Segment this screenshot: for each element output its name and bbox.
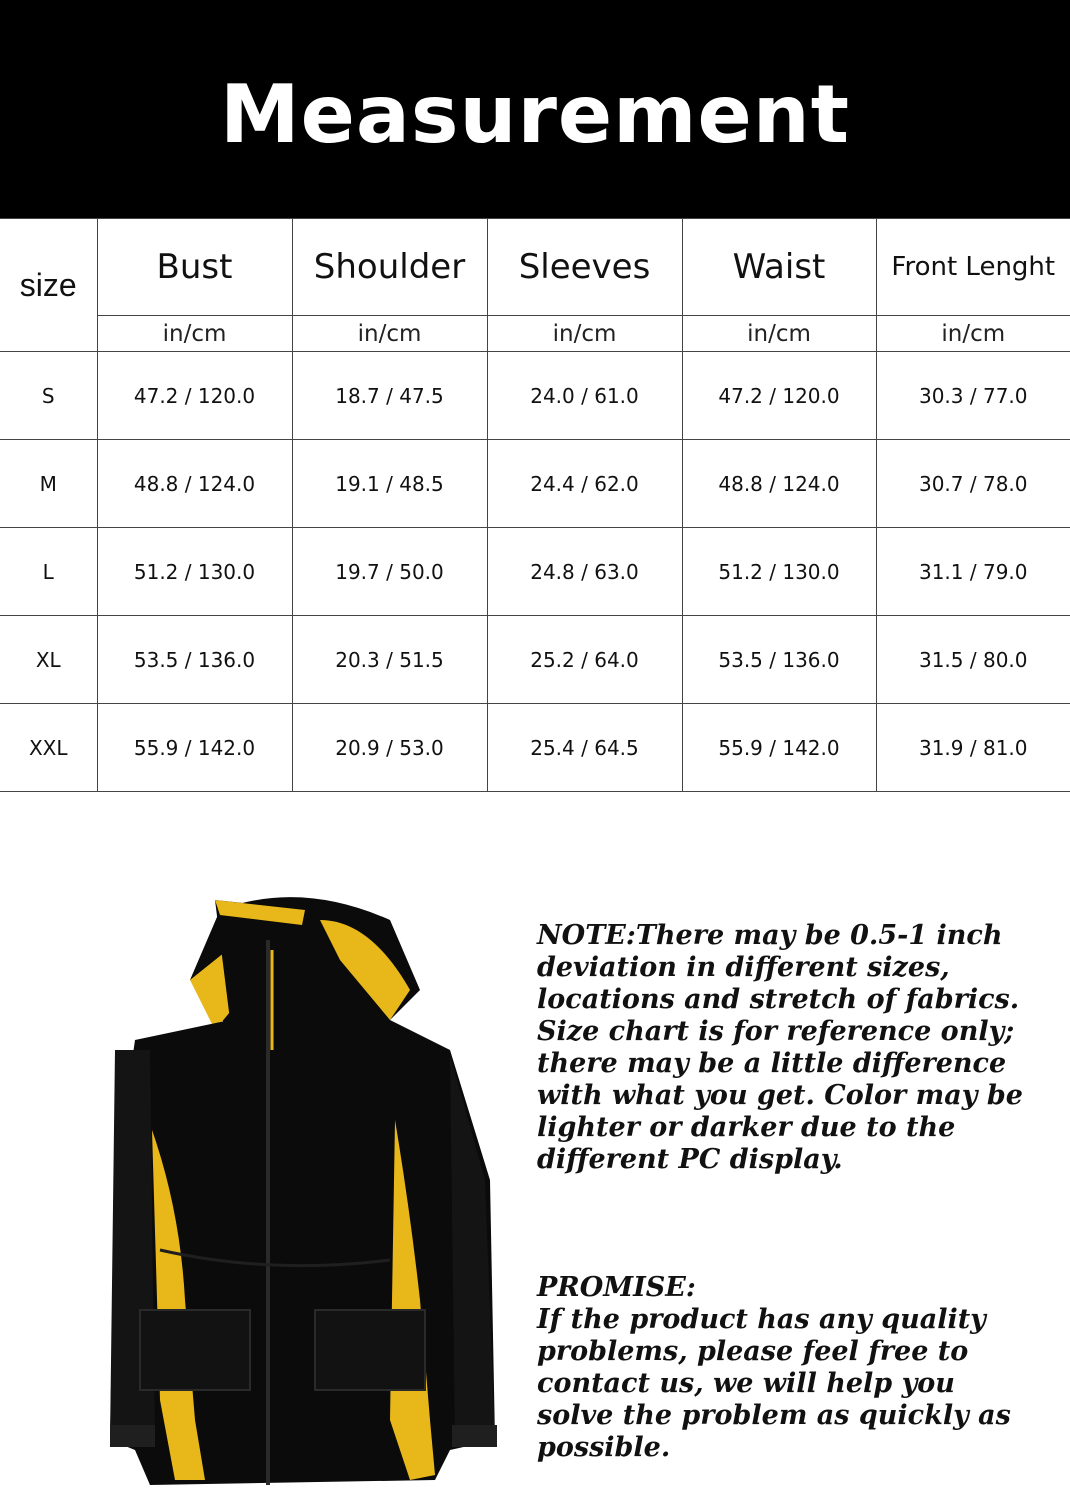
table-row — [0, 616, 1070, 704]
right-cuff — [452, 1425, 497, 1447]
column-header-front-length: Front Lenght — [876, 219, 1070, 316]
bust-cell: 55.9 / 142.0 — [97, 704, 292, 792]
table-row — [0, 440, 1070, 528]
column-header-sleeves: Sleeves — [487, 219, 682, 316]
unit-label: in/cm — [97, 316, 292, 352]
shoulder-cell: 19.7 / 50.0 — [292, 528, 487, 616]
waist-cell: 53.5 / 136.0 — [682, 616, 876, 704]
size-column-header: size — [0, 219, 97, 352]
column-header-bust: Bust — [97, 219, 292, 316]
waist-cell: 48.8 / 124.0 — [682, 440, 876, 528]
table-row — [0, 352, 1070, 440]
unit-label: in/cm — [682, 316, 876, 352]
waist-cell: 47.2 / 120.0 — [682, 352, 876, 440]
sleeves-cell: 24.4 / 62.0 — [487, 440, 682, 528]
front-length-cell: 30.7 / 78.0 — [876, 440, 1070, 528]
header-banner — [0, 0, 1070, 218]
unit-label: in/cm — [876, 316, 1070, 352]
bust-cell: 47.2 / 120.0 — [97, 352, 292, 440]
sleeves-cell: 25.4 / 64.5 — [487, 704, 682, 792]
shoulder-cell: 20.3 / 51.5 — [292, 616, 487, 704]
right-pocket — [315, 1310, 425, 1390]
bust-cell: 48.8 / 124.0 — [97, 440, 292, 528]
left-cuff — [110, 1425, 155, 1447]
promise-block — [537, 1272, 1037, 1464]
promise-title: PROMISE: — [537, 1272, 696, 1303]
header-row — [0, 219, 1070, 316]
shoulder-cell: 18.7 / 47.5 — [292, 352, 487, 440]
waist-cell: 51.2 / 130.0 — [682, 528, 876, 616]
size-cell: S — [0, 352, 97, 440]
front-length-cell: 31.1 / 79.0 — [876, 528, 1070, 616]
column-header-shoulder: Shoulder — [292, 219, 487, 316]
table-row — [0, 528, 1070, 616]
shoulder-cell: 20.9 / 53.0 — [292, 704, 487, 792]
waist-cell: 55.9 / 142.0 — [682, 704, 876, 792]
promise-text: If the product has any quality problems, please feel free to contact us, we will help you solve the problem as quickly as possible. — [537, 1304, 1011, 1463]
jacket-image — [90, 880, 510, 1500]
unit-label: in/cm — [292, 316, 487, 352]
size-cell: L — [0, 528, 97, 616]
note-text: NOTE:There may be 0.5-1 inch deviation in different sizes, locations and stretch of fabrics. Size chart is for reference only; there may be a little difference with what you get. Color may be lighter or darker due to the different PC display. — [537, 920, 1023, 1175]
front-length-cell: 30.3 / 77.0 — [876, 352, 1070, 440]
bust-cell: 53.5 / 136.0 — [97, 616, 292, 704]
size-cell: XL — [0, 616, 97, 704]
size-cell: XXL — [0, 704, 97, 792]
unit-row — [0, 316, 1070, 352]
sleeves-cell: 25.2 / 64.0 — [487, 616, 682, 704]
bust-cell: 51.2 / 130.0 — [97, 528, 292, 616]
size-chart-table — [0, 218, 1070, 792]
front-length-cell: 31.9 / 81.0 — [876, 704, 1070, 792]
sleeves-cell: 24.8 / 63.0 — [487, 528, 682, 616]
column-header-waist: Waist — [682, 219, 876, 316]
unit-label: in/cm — [487, 316, 682, 352]
size-cell: M — [0, 440, 97, 528]
page-title: Measurement — [220, 67, 850, 161]
shoulder-cell: 19.1 / 48.5 — [292, 440, 487, 528]
sleeves-cell: 24.0 / 61.0 — [487, 352, 682, 440]
table-row — [0, 704, 1070, 792]
front-length-cell: 31.5 / 80.0 — [876, 616, 1070, 704]
left-pocket — [140, 1310, 250, 1390]
